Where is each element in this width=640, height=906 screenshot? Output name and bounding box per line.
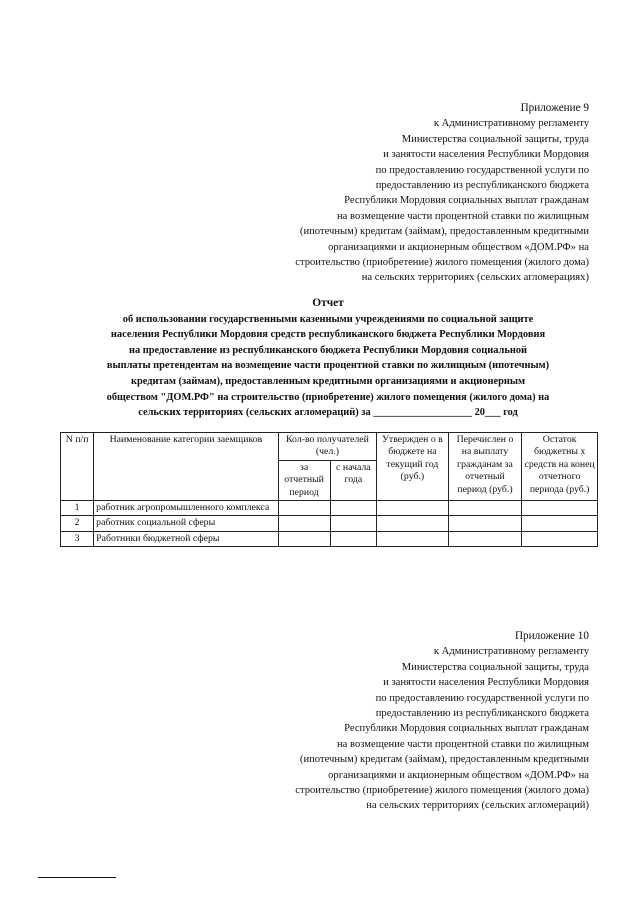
appendix-9-line: организациями и акционерным обществом «ДОМ.РФ» на xyxy=(328,241,589,253)
appendix-9-line: Республики Мордовия социальных выплат гражданам xyxy=(344,195,589,207)
empty-cell xyxy=(278,531,330,546)
appendix-10-line: к Административному регламенту xyxy=(433,646,589,658)
table-header-row xyxy=(61,433,598,461)
appendix-9-title: Приложение 9 xyxy=(520,102,589,114)
report-heading-line: сельских территориях (сельских агломераций) за ___________________ 20___ год xyxy=(138,407,518,419)
appendix-9-line: (ипотечным) кредитам (займам), предоставленным кредитными xyxy=(299,226,589,238)
empty-cell xyxy=(278,516,330,531)
empty-cell xyxy=(377,501,449,516)
header-for-period: за отчетный период xyxy=(278,460,330,500)
appendix-10-line: (ипотечным) кредитам (займам), предоставленным кредитными xyxy=(299,754,589,766)
appendix-10-header xyxy=(295,629,589,814)
appendix-10-line: организациями и акционерным обществом «ДОМ.РФ» на xyxy=(328,769,589,781)
appendix-9-line: по предоставлению государственной услуги по xyxy=(375,164,589,176)
appendix-10-line: предоставлению из республиканского бюджета xyxy=(375,708,589,720)
empty-cell xyxy=(377,531,449,546)
footnote-separator xyxy=(38,877,116,878)
row-num: 3 xyxy=(61,531,94,546)
report-heading-line: выплаты претендентам на возмещение части процентной ставки по жилищным (ипотечным) xyxy=(106,360,550,372)
appendix-9-line: на сельских территориях (сельских агломерациях) xyxy=(361,272,589,284)
empty-cell xyxy=(278,501,330,516)
header-remainder: Остаток бюджетны х средств на конец отчетного периода (руб.) xyxy=(522,433,598,501)
row-num: 1 xyxy=(61,501,94,516)
row-category: работник социальной сферы xyxy=(94,516,279,531)
empty-cell xyxy=(448,531,522,546)
report-heading-line: обществом "ДОМ.РФ" на строительство (приобретение) жилого помещения (жилого дома) на xyxy=(106,391,550,403)
table-row xyxy=(61,501,598,516)
empty-cell xyxy=(330,501,377,516)
appendix-9-header xyxy=(295,101,589,286)
appendix-9-line: и занятости населения Республики Мордовия xyxy=(383,149,589,161)
empty-cell xyxy=(522,516,598,531)
row-category: Работники бюджетной сферы xyxy=(94,531,279,546)
appendix-10-line: строительство (приобретение) жилого помещения (жилого дома) xyxy=(295,785,589,797)
appendix-9-line: предоставлению из республиканского бюджета xyxy=(375,180,589,192)
report-heading xyxy=(58,296,598,421)
header-approved: Утвержден о в бюджете на текущий год (руб.) xyxy=(377,433,449,501)
report-heading-line: об использовании государственными казенными учреждениями по социальной защите xyxy=(122,313,534,325)
appendix-10-line: на сельских территориях (сельских агломераций) xyxy=(366,800,589,812)
appendix-9-line: Министерства социальной защиты, труда xyxy=(401,133,589,145)
report-heading-line: кредитам (займам), предоставленным кредитными организациями и акционерным xyxy=(130,375,526,387)
header-since-year: с начала года xyxy=(330,460,377,500)
empty-cell xyxy=(522,501,598,516)
appendix-9-line: на возмещение части процентной ставки по жилищным xyxy=(337,210,589,222)
empty-cell xyxy=(448,516,522,531)
header-category: Наименование категории заемщиков xyxy=(94,433,279,501)
report-heading-line: населения Республики Мордовия средств республиканского бюджета Республики Мордовия xyxy=(110,329,546,341)
empty-cell xyxy=(330,516,377,531)
appendix-10-line: по предоставлению государственной услуги по xyxy=(375,692,589,704)
appendix-10-title: Приложение 10 xyxy=(514,630,589,642)
table-row xyxy=(61,531,598,546)
appendix-9-line: строительство (приобретение) жилого помещения (жилого дома) xyxy=(295,257,589,269)
report-title: Отчет xyxy=(312,297,344,309)
report-heading-line: на предоставление из республиканского бюджета Республики Мордовия социальной xyxy=(128,344,528,356)
table-row xyxy=(61,516,598,531)
empty-cell xyxy=(522,531,598,546)
empty-cell xyxy=(330,531,377,546)
empty-cell xyxy=(448,501,522,516)
row-num: 2 xyxy=(61,516,94,531)
empty-cell xyxy=(377,516,449,531)
row-category: работник агропромышленного комплекса xyxy=(94,501,279,516)
appendix-9-line: к Административному регламенту xyxy=(433,118,589,130)
header-num: N п/п xyxy=(61,433,94,501)
appendix-10-line: на возмещение части процентной ставки по жилищным xyxy=(337,738,589,750)
appendix-10-line: Министерства социальной защиты, труда xyxy=(401,661,589,673)
header-recipients: Кол-во получателей (чел.) xyxy=(278,433,376,461)
header-transferred: Перечислен о на выплату гражданам за отчетный период (руб.) xyxy=(448,433,522,501)
report-table xyxy=(60,432,598,547)
appendix-10-line: Республики Мордовия социальных выплат гражданам xyxy=(344,723,589,735)
appendix-10-line: и занятости населения Республики Мордовия xyxy=(383,677,589,689)
